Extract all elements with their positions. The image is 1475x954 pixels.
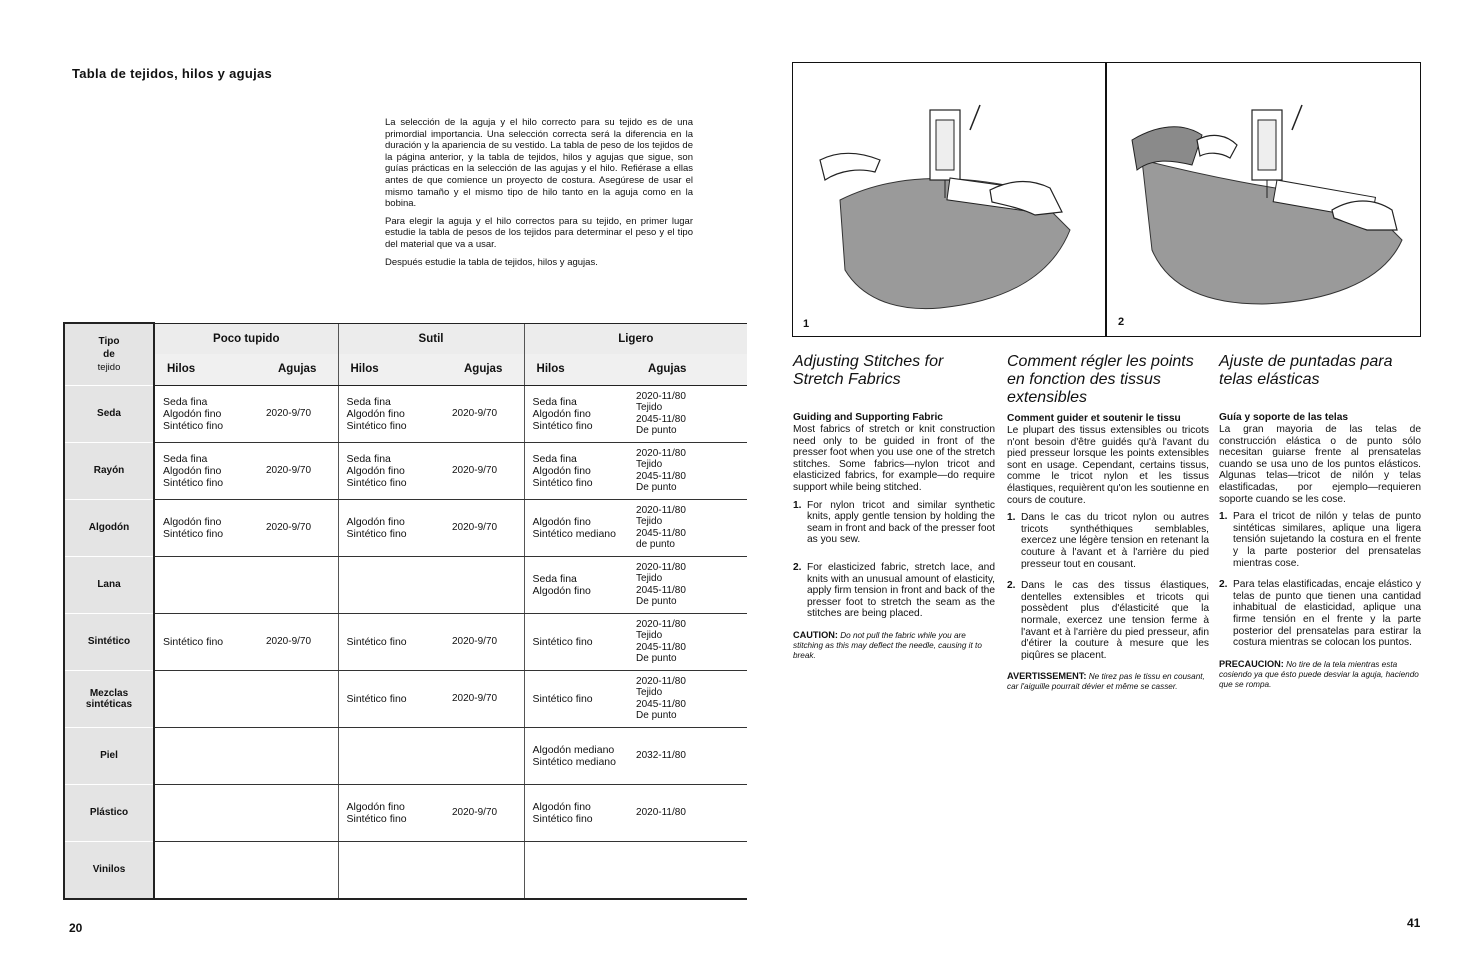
needle-cell (266, 784, 338, 841)
group-header-sutil: Sutil (338, 323, 524, 354)
needle-cell: 2020-9/70 (452, 784, 524, 841)
section-title-french: Comment régler les points en fonction des tissus extensibles (1007, 353, 1194, 406)
subtitle-french: Comment guider et soutenir le tissu (1007, 413, 1181, 424)
thread-cell: Algodón fino Sintético fino (154, 499, 266, 556)
needle-cell (266, 670, 338, 727)
needle-cell: 2020-11/80 (636, 784, 747, 841)
table-row (64, 670, 747, 727)
fabric-type-cell: Vinilos (64, 841, 154, 899)
needle-cell: 2020-9/70 (452, 499, 524, 556)
illustration-divider (1105, 62, 1107, 337)
thread-cell (338, 727, 452, 784)
figure-number-1: 1 (803, 318, 810, 330)
thread-cell (154, 841, 266, 899)
thread-cell: Algodón mediano Sintético mediano (524, 727, 636, 784)
agujas-header: Agujas (636, 354, 747, 386)
list-item: 1. Para el tricot de nilón y telas de punto sintéticas similares, aplique una ligera tensión sujetando la costura en el frente y la parte posterior del prensatelas mientras cose. (1219, 511, 1421, 569)
sewing-illustration-1 (800, 80, 1100, 320)
list-item: 2. For elasticized fabric, stretch lace, and knits with an unusual amount of elasticity, apply firm tension in front and back of the presser foot to stretch the seam as the stitches are being placed. (793, 561, 995, 620)
page-title: Tabla de tejidos, hilos y agujas (72, 66, 273, 81)
sewing-illustration-2 (1112, 80, 1412, 320)
needle-cell (636, 841, 747, 899)
table-row (64, 727, 747, 784)
paragraph-english: Most fabrics of stretch or knit construction need only to be guided in front of the presser foot when you use one of the stretch stitches. Some fabrics—nylon tricot and elasticized fabrics, for example—do require support while being stitched. (793, 424, 995, 493)
paragraph-spanish: La gran mayoria de las telas de construcción elástica o de punto sólo necesitan guiarse frente al prensatelas cuando se usa uno de los puntos elásticos. Algunas telas—tricot de nilón y telas elastificadas, por ejemplo—requieren soporte cuando se les cose. (1219, 424, 1421, 505)
thread-cell: Sintético fino (154, 613, 266, 670)
thread-cell (154, 727, 266, 784)
thread-cell: Sintético fino (338, 670, 452, 727)
tipo-label: Tipo (98, 335, 120, 347)
needle-cell (266, 841, 338, 899)
intro-paragraph: La selección de la aguja y el hilo correcto para su tejido es de una primordial importancia. Una selección correcta será la diferencia en la duración y la apariencia de su vestido. La tabla de peso de los tejidos de la página anterior, y la tabla de tejidos, hilos y agujas que sigue, son guías prácticas en la selección de las agujas y el hilo. Refiérase a ellas antes de que comience un proyecto de costura. Asegúrese de usar el mismo tamaño y el mismo tipo de hilo tanto en la aguja como en la bobina. (385, 117, 693, 210)
needle-cell: 2020-9/70 (266, 442, 338, 499)
table-row (64, 499, 747, 556)
page-number-right: 41 (1407, 916, 1421, 930)
needle-cell (266, 556, 338, 613)
agujas-header: Agujas (266, 354, 338, 386)
thread-cell: Seda fina Algodón fino Sintético fino (338, 442, 452, 499)
needle-cell: 2032-11/80 (636, 727, 747, 784)
thread-cell: Seda fina Algodón fino Sintético fino (338, 385, 452, 442)
fabric-type-cell: Seda (64, 385, 154, 442)
fabric-type-cell: Sintético (64, 613, 154, 670)
list-item: 2. Dans le cas des tissus élastiques, dentelles extensibles et tricots qui possèdent plus d'élasticité que la normale, exercez une tension ferme à l'avant et à l'arrière du pied presseur, afin d'étirer la couture à mesure que les piqûres se placent. (1007, 580, 1209, 661)
agujas-header: Agujas (452, 354, 524, 386)
hilos-header: Hilos (524, 354, 636, 386)
fabric-thread-needle-table (63, 322, 747, 900)
thread-cell: Algodón fino Sintético fino (338, 499, 452, 556)
needle-cell: 2020-9/70 (452, 670, 524, 727)
fabric-type-cell: Lana (64, 556, 154, 613)
needle-cell: 2020-9/70 (266, 385, 338, 442)
thread-cell: Sintético fino (524, 613, 636, 670)
group-header-ligero: Ligero (524, 323, 747, 354)
needle-cell: 2020-11/80 Tejido 2045-11/80 De punto (636, 556, 747, 613)
thread-cell (154, 784, 266, 841)
needle-cell: 2020-11/80 Tejido 2045-11/80 De punto (636, 442, 747, 499)
english-column (793, 353, 995, 661)
thread-cell (338, 556, 452, 613)
needle-cell: 2020-9/70 (452, 442, 524, 499)
caution-english: CAUTION: Do not pull the fabric while you are stitching as this may deflect the needle, causing it to break. (793, 629, 982, 660)
hilos-header: Hilos (338, 354, 452, 386)
intro-paragraph: Después estudie la tabla de tejidos, hilos y agujas. (385, 256, 598, 268)
fabric-type-cell: Rayón (64, 442, 154, 499)
steps-spanish (1219, 511, 1421, 649)
caution-french: AVERTISSEMENT: Ne tirez pas le tissu en cousant, car l'aiguille pourrait dévier et même se casser. (1007, 671, 1205, 692)
needle-cell: 2020-9/70 (452, 385, 524, 442)
needle-cell: 2020-11/80 Tejido 2045-11/80 De punto (636, 670, 747, 727)
table-row (64, 784, 747, 841)
intro-text (385, 117, 693, 274)
needle-cell (452, 841, 524, 899)
hilos-header: Hilos (154, 354, 266, 386)
spanish-column (1219, 353, 1421, 690)
table-row (64, 385, 747, 442)
needle-cell: 2020-11/80 Tejido 2045-11/80 De punto (636, 613, 747, 670)
caution-spanish: PRECAUCION: No tire de la tela mientras esta cosiendo ya que ésto puede desviar la aguja, haciendo que se rompa. (1219, 658, 1419, 689)
table-row (64, 442, 747, 499)
thread-cell: Sintético fino (338, 613, 452, 670)
thread-cell: Seda fina Algodón fino (524, 556, 636, 613)
figure-number-2: 2 (1118, 316, 1125, 328)
table-row (64, 556, 747, 613)
table-row (64, 841, 747, 899)
thread-cell (524, 841, 636, 899)
de-label: de (103, 348, 115, 360)
section-title-english: Adjusting Stitches for Stretch Fabrics (793, 353, 944, 388)
thread-cell: Algodón fino Sintético fino (524, 784, 636, 841)
thread-cell: Seda fina Algodón fino Sintético fino (524, 442, 636, 499)
thread-cell: Seda fina Algodón fino Sintético fino (154, 385, 266, 442)
paragraph-french: Le plupart des tissus extensibles ou tricots n'ont besoin d'être guidés qu'à l'avant du pied presseur lorsque les points extensibles sont en usage. Cependant, certains tissus, comme le tricot nylon et les tissus élastiques, requièrent qu'on les soutienne en cours de couture. (1007, 425, 1209, 506)
needle-cell: 2020-9/70 (266, 613, 338, 670)
list-item: 1. For nylon tricot and similar synthetic knits, apply gentle tension by holding the seam in front and back of the presser foot as you sew. (793, 499, 996, 546)
needle-cell: 2020-9/70 (266, 499, 338, 556)
thread-cell: Algodón fino Sintético mediano (524, 499, 636, 556)
thread-cell: Seda fina Algodón fino Sintético fino (524, 385, 636, 442)
fabric-type-cell: Plástico (64, 784, 154, 841)
needle-cell (452, 727, 524, 784)
steps-french (1007, 512, 1209, 661)
subtitle-english: Guiding and Supporting Fabric (793, 412, 943, 423)
intro-paragraph: Para elegir la aguja y el hilo correctos para su tejido, en primer lugar estudie la tabla de pesos de los tejidos para determinar el peso y el tipo del material que va a usar. (385, 215, 693, 250)
french-column (1007, 353, 1209, 692)
needle-cell: 2020-11/80 Tejido 2045-11/80 de punto (636, 499, 747, 556)
page-number-left: 20 (69, 921, 83, 935)
needle-cell: 2020-11/80 Tejido 2045-11/80 De punto (636, 385, 747, 442)
thread-cell: Seda fina Algodón fino Sintético fino (154, 442, 266, 499)
subtitle-spanish: Guía y soporte de las telas (1219, 412, 1349, 423)
tejido-label: tejido (97, 361, 121, 373)
fabric-type-cell: Mezclas sintéticas (64, 670, 154, 727)
thread-cell (154, 556, 266, 613)
thread-cell (338, 841, 452, 899)
steps-english (793, 500, 995, 620)
list-item: 2. Para telas elastificadas, encaje elástico y telas de punto que tienen una cantidad inhabitual de elasticidad, aplique una firme tensión en el frente y la parte posterior del prensatelas para estirar la costura mientras se colocan los puntos. (1219, 579, 1421, 649)
section-title-spanish: Ajuste de puntadas para telas elásticas (1219, 353, 1393, 388)
list-item: 1. Dans le cas du tricot nylon ou autres tricots synthéthiques semblables, exercez une légère tension en retenant la couture à l'avant et à l'arrière du pied presseur tout en cousant. (1007, 512, 1209, 570)
thread-cell: Algodón fino Sintético fino (338, 784, 452, 841)
fabric-type-cell: Piel (64, 727, 154, 784)
fabric-type-cell: Algodón (64, 499, 154, 556)
tipo-header (64, 323, 154, 385)
thread-cell: Sintético fino (524, 670, 636, 727)
needle-cell (266, 727, 338, 784)
table-row (64, 613, 747, 670)
needle-cell: 2020-9/70 (452, 613, 524, 670)
thread-cell (154, 670, 266, 727)
needle-cell (452, 556, 524, 613)
group-header-poco-tupido: Poco tupido (154, 323, 338, 354)
